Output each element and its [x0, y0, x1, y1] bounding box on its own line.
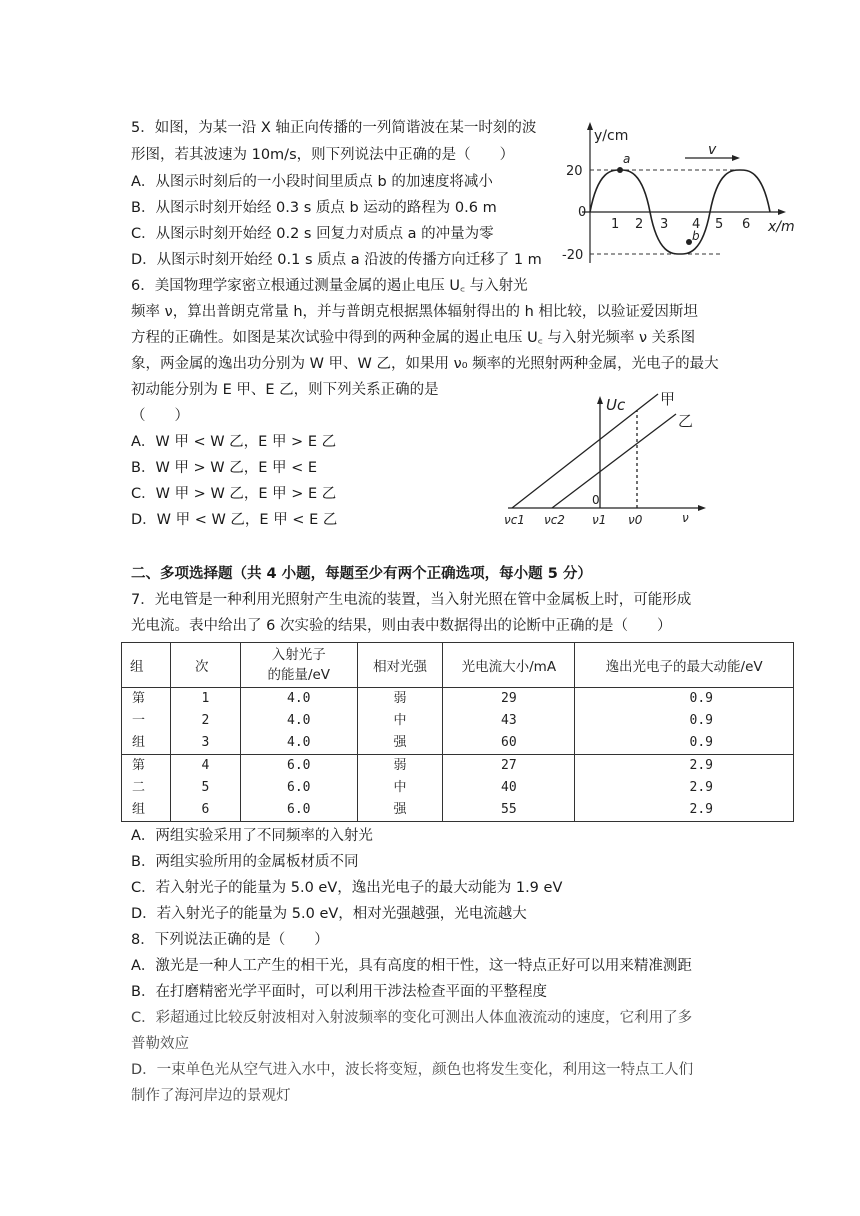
group-2-energies: 6.0 6.0 6.0 — [240, 755, 357, 822]
wave-x-tick-2: 2 — [635, 217, 644, 232]
group-2-currents: 27 40 55 — [443, 755, 575, 822]
group-1-currents: 29 43 60 — [443, 688, 575, 755]
x-label-v: ν — [682, 511, 689, 525]
q6-answer-blank: （ ） — [131, 408, 189, 424]
q7-option-c: C．若入射光子的能量为 5.0 eV，逸出光电子的最大动能为 1.9 eV — [131, 880, 563, 896]
point-a — [617, 167, 623, 173]
wave-y-tick-neg20: -20 — [562, 248, 584, 263]
wave-point-a-label: a — [623, 152, 631, 166]
q8-option-d-line1: D．一束单色光从空气进入水中，波长将变短，颜色也将发生变化，利用这一特点工人们 — [131, 1062, 694, 1078]
group-2-label: 第 二 组 — [122, 755, 171, 822]
wave-y-tick-20: 20 — [566, 164, 583, 179]
wave-x-tick-4: 4 — [692, 217, 701, 232]
q7-stem-line1: 7．光电管是一种利用光照射产生电流的装置，当入射光照在管中金属板上时，可能形成 — [131, 592, 692, 608]
q6-stem-line3: 方程的正确性。如图是某次试验中得到的两种金属的遏止电压 U꜀ 与入射光频率 ν 关系图 — [131, 330, 696, 346]
header-max-ke: 逸出光电子的最大动能/eV — [575, 643, 794, 688]
wave-x-tick-3: 3 — [660, 217, 669, 232]
group-1-intensities: 弱 中 强 — [357, 688, 443, 755]
q6-stem-line4: 象，两金属的逸出功分别为 W 甲、W 乙，如果用 ν₀ 频率的光照射两种金属，光电子的最大 — [131, 356, 719, 372]
q8-option-b: B．在打磨精密光学平面时，可以利用干涉法检查平面的平整程度 — [131, 984, 547, 1000]
header-current: 光电流大小/mA — [443, 643, 575, 688]
group-2-max-ke: 2.9 2.9 2.9 — [575, 755, 794, 822]
q5-option-c: C．从图示时刻开始经 0.2 s 回复力对质点 a 的冲量为零 — [131, 226, 494, 242]
wave-point-b-label: b — [692, 229, 700, 243]
group-1-trials: 1 2 3 — [170, 688, 240, 755]
x-label-vc2: νc2 — [544, 513, 565, 527]
wave-x-label: x/m — [768, 219, 795, 235]
q5-stem-line2: 形图，若其波速为 10m/s，则下列说法中正确的是（ ） — [131, 147, 515, 163]
q6-stem-line5: 初动能分别为 E 甲、E 乙，则下列关系正确的是 — [131, 382, 439, 398]
wave-graph-figure — [560, 118, 800, 278]
q8-option-d-line2: 制作了海河岸边的景观灯 — [131, 1088, 291, 1104]
header-photon-energy: 入射光子 的能量/eV — [240, 643, 357, 688]
group-2-trials: 4 5 6 — [170, 755, 240, 822]
label-jia: 甲 — [660, 390, 676, 408]
label-yi: 乙 — [678, 412, 694, 430]
q7-option-a: A．两组实验采用了不同频率的入射光 — [131, 828, 373, 844]
wave-x-tick-6: 6 — [742, 217, 751, 232]
x-label-v1: ν1 — [592, 513, 607, 527]
q5-option-d: D．从图示时刻开始经 0.1 s 质点 a 沿波的传播方向迁移了 1 m — [131, 252, 542, 268]
x-label-v0: ν0 — [628, 513, 643, 527]
q6-option-d: D．W 甲 < W 乙，E 甲 < E 乙 — [131, 512, 338, 528]
table-group-1 — [122, 688, 794, 755]
q6-stem-line2: 频率 ν，算出普朗克常量 h，并与普朗克根据黑体辐射得出的 h 相比较，以验证爱因斯坦 — [131, 304, 698, 320]
q6-stem-line1: 6．美国物理学家密立根通过测量金属的遏止电压 U꜀ 与入射光 — [131, 278, 528, 294]
experiment-table — [121, 642, 794, 822]
q6-option-a: A．W 甲 < W 乙，E 甲 > E 乙 — [131, 434, 337, 450]
stopping-voltage-graph — [500, 386, 730, 530]
table-header-row — [122, 643, 794, 688]
wave-x-tick-5: 5 — [715, 217, 724, 232]
q7-option-b: B．两组实验所用的金属板材质不同 — [131, 854, 359, 870]
wave-y-label: y/cm — [594, 128, 629, 144]
group-1-label: 第 一 组 — [122, 688, 171, 755]
q6-option-c: C．W 甲 > W 乙，E 甲 > E 乙 — [131, 486, 337, 502]
q8-stem: 8．下列说法正确的是（ ） — [131, 932, 329, 948]
q8-option-c-line2: 普勒效应 — [131, 1036, 189, 1052]
q6-option-b: B．W 甲 > W 乙，E 甲 < E — [131, 460, 318, 476]
table-group-2 — [122, 755, 794, 822]
q7-stem-line2: 光电流。表中给出了 6 次实验的结果，则由表中数据得出的论断中正确的是（ ） — [131, 618, 672, 634]
header-intensity: 相对光强 — [357, 643, 443, 688]
q5-option-a: A．从图示时刻后的一小段时间里质点 b 的加速度将减小 — [131, 174, 493, 190]
wave-y-tick-0: 0 — [578, 205, 587, 220]
group-2-intensities: 弱 中 强 — [357, 755, 443, 822]
wave-x-tick-1: 1 — [611, 217, 620, 232]
line-jia — [512, 394, 658, 508]
q8-option-a: A．激光是一种人工产生的相干光，具有高度的相干性，这一特点正好可以用来精准测距 — [131, 958, 692, 974]
q7-option-d: D．若入射光子的能量为 5.0 eV，相对光强越强，光电流越大 — [131, 906, 527, 922]
header-group: 组 — [122, 643, 171, 688]
group-1-max-ke: 0.9 0.9 0.9 — [575, 688, 794, 755]
header-trial: 次 — [170, 643, 240, 688]
q5-stem-line1: 5．如图，为某一沿 X 轴正向传播的一列简谐波在某一时刻的波 — [131, 120, 537, 136]
group-1-energies: 4.0 4.0 4.0 — [240, 688, 357, 755]
origin-label: 0 — [592, 493, 600, 507]
q5-option-b: B．从图示时刻开始经 0.3 s 质点 b 运动的路程为 0.6 m — [131, 200, 497, 216]
x-label-vc1: νc1 — [504, 513, 525, 527]
wave-v-label: v — [708, 142, 717, 158]
q8-option-c-line1: C．彩超通过比较反射波相对入射波频率的变化可测出人体血液流动的速度，它利用了多 — [131, 1010, 693, 1026]
section-2-title: 二、多项选择题（共 4 小题，每题至少有两个正确选项，每小题 5 分） — [131, 566, 592, 582]
uc-label: Uc — [606, 396, 626, 414]
